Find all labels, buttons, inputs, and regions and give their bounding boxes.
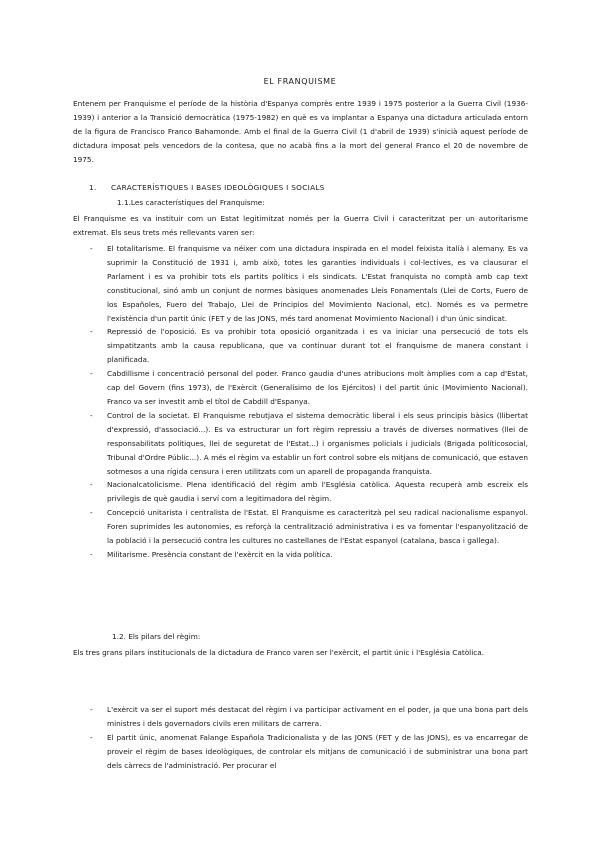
subsection-1-2-heading: 1.2. Els pilars del règim: — [112, 632, 201, 641]
list-item: - Cabdillisme i concentració personal del poder. Franco gaudia d'unes atribucions molt àmplies com a cap d'Estat, cap del Govern (fins 1973), de l'Exèrcit (Generalísimo de los Ejércitos) i del partit únic (Movimiento Nacional). Franco va ser investit amb el títol de Cabdill d'Espanya. — [90, 367, 528, 409]
subsection-1-1-heading: 1.1.Les característiques del Franquisme: — [117, 198, 265, 207]
list-item: - El partit únic, anomenat Falange Española Tradicionalista y de las JONS (FET y de las JONS), es va encarregar de proveir el règim de bases ideològiques, de controlar els mitjans de comunicació i de subministrar una bona part dels càrrecs de l'administració. Per procurar el — [90, 731, 528, 773]
list-item: - Control de la societat. El Franquisme rebutjava el sistema democràtic liberal i els seus principis bàsics (llibertat d'expressió, d'associació...). Es va estructurar un fort règim repressiu a través de diverses normatives (llei de responsabilitats polítiques, llei de seguretat de l'Estat...) i organismes policials i judicials (Brigada políticosocial, Tribunal d'Ordre Públic...). A més el règim va establir un fort control sobre els mitjans de comunicació, que estaven sotmesos a una rígida censura i eren utilitzats com un aparell de propaganda franquista. — [90, 409, 528, 479]
list-item: - Repressió de l'oposició. Es va prohibir tota oposició organitzada i es va iniciar una persecució de tots els simpatitzants amb la causa republicana, que va continuar durant tot el franquisme de manera constant i planificada. — [90, 325, 528, 367]
section-1-heading — [89, 183, 325, 192]
list-item: - Concepció unitarista i centralista de l'Estat. El Franquisme es caracteritzà pel seu radical nacionalisme espanyol. Foren suprimides les autonomies, es reforçà la centralització administrativa i es va fomentar l'espanyolització de la població i la persecució contra les cultures no castellanes de l'Estat espanyol (catalana, basca i gallega). — [90, 506, 528, 548]
list-item: - L'exèrcit va ser el suport més destacat del règim i va participar activament en el poder, ja que una bona part dels ministres i dels governadors civils eren militars de carrera. — [90, 703, 528, 731]
subsection-1-2-intro: Els tres grans pilars institucionals de la dictadura de Franco varen ser l'exèrcit, el partit únic i l'Església Catòlica. — [73, 648, 485, 657]
list-item: - Militarisme. Presència constant de l'exèrcit en la vida política. — [90, 548, 528, 562]
section-1-heading-text: CARACTERÍSTIQUES I BASES IDEOLÒGIQUES I SOCIALS — [111, 183, 325, 192]
document-title: EL FRANQUISME — [263, 77, 337, 86]
list-item: - Nacionalcatolicisme. Plena identificació del règim amb l'Església catòlica. Aquesta recuperà amb escreix els privilegis de què gaudia i serví com a legitimadora del règim. — [90, 478, 528, 506]
pillars-list — [90, 703, 528, 773]
list-item: - El totalitarisme. El franquisme va néixer com una dictadura inspirada en el model feixista italià i alemany. Es va suprimir la Constitució de 1931 i, amb això, totes les garanties individuals i col·lectives, es va clausurar el Parlament i es va prohibir tots els partits polítics i els sindicats. L'Estat franquista no comptà amb cap text constitucional, sinó amb un conjunt de normes bàsiques anomenades Lleis Fonamentals (Llei de Corts, Fuero de los Españoles, Fuero del Trabajo, Llei de Principios del Movimiento Nacional, etc). Només es va permetre l'existència d'un partit únic (FET y de las JONS, més tard anomenat Movimiento Nacional) i d'un únic sindicat. — [90, 242, 528, 325]
intro-paragraph: Entenem per Franquisme el període de la història d'Espanya comprès entre 1939 i 1975 posterior a la Guerra Civil (1936-1939) i anterior a la Transició democràtica (1975-1982) en què es va implantar a Espanya una dictadura articulada entorn de la figura de Francisco Franco Bahamonde. Amb el final de la Guerra Civil (1 d'abril de 1939) s'inicià aquest període de dictadura imposat pels vencedors de la contesa, que no acabà fins a la mort del general Franco el 20 de novembre de 1975. — [73, 99, 528, 164]
section-1-number: 1. — [89, 183, 97, 192]
characteristics-list — [90, 242, 528, 562]
subsection-1-1-intro: El Franquisme es va instituir com un Estat legitimitzat només per la Guerra Civil i caracteritzat per un autoritarisme extremat. Els seus trets més rellevants varen ser: — [73, 214, 528, 237]
